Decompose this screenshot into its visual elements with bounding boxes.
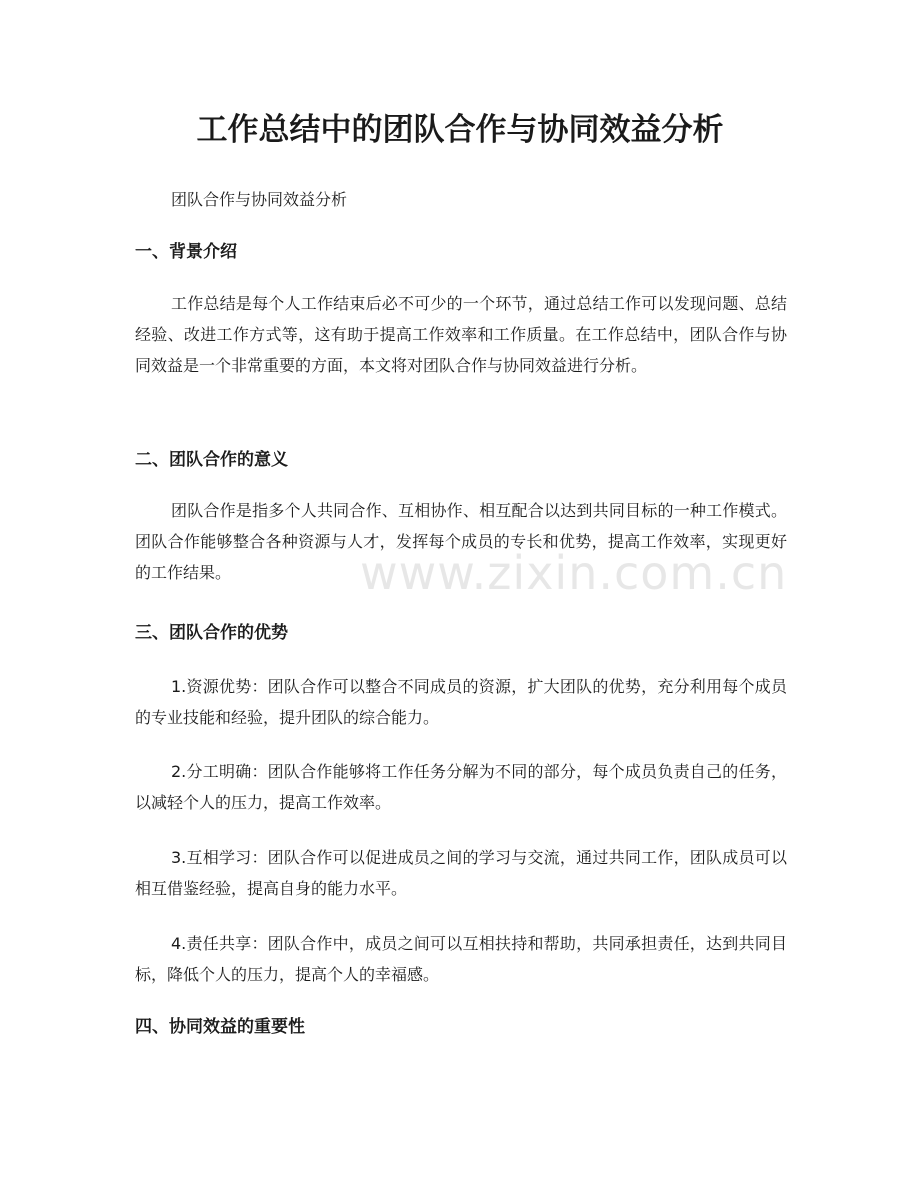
section-paragraph: 团队合作是指多个人共同合作、互相协作、相互配合以达到共同目标的一种工作模式。团队合作能够整合各种资源与人才，发挥每个成员的专长和优势，提高工作效率，实现更好的工作结果。 bbox=[135, 501, 787, 582]
list-item-mutual-learning: 3.互相学习：团队合作可以促进成员之间的学习与交流，通过共同工作，团队成员可以相互借鉴经验，提高自身的能力水平。 bbox=[135, 848, 787, 898]
section-paragraph: 工作总结是每个人工作结束后必不可少的一个环节，通过总结工作可以发现问题、总结经验、改进工作方式等，这有助于提高工作效率和工作质量。在工作总结中，团队合作与协同效益是一个非常重要的方面，本文将对团队合作与协同效益进行分析。 bbox=[135, 294, 787, 375]
section-heading-advantages: 三、团队合作的优势 bbox=[135, 623, 288, 643]
document-title: 工作总结中的团队合作与协同效益分析 bbox=[196, 112, 724, 148]
document-subtitle: 团队合作与协同效益分析 bbox=[171, 190, 348, 209]
section-heading-meaning: 二、团队合作的意义 bbox=[135, 450, 288, 470]
list-item-resource-advantage: 1.资源优势：团队合作可以整合不同成员的资源，扩大团队的优势，充分利用每个成员的专业技能和经验，提升团队的综合能力。 bbox=[135, 677, 787, 727]
list-item-shared-responsibility: 4.责任共享：团队合作中，成员之间可以互相扶持和帮助，共同承担责任，达到共同目标，降低个人的压力，提高个人的幸福感。 bbox=[135, 934, 787, 984]
watermark: www.zixin.com.cn bbox=[360, 546, 788, 600]
section-heading-synergy-importance: 四、协同效益的重要性 bbox=[135, 1017, 305, 1037]
list-item-clear-division: 2.分工明确：团队合作能够将工作任务分解为不同的部分，每个成员负责自己的任务，以减轻个人的压力，提高工作效率。 bbox=[135, 762, 787, 812]
section-heading-background: 一、背景介绍 bbox=[135, 242, 237, 262]
